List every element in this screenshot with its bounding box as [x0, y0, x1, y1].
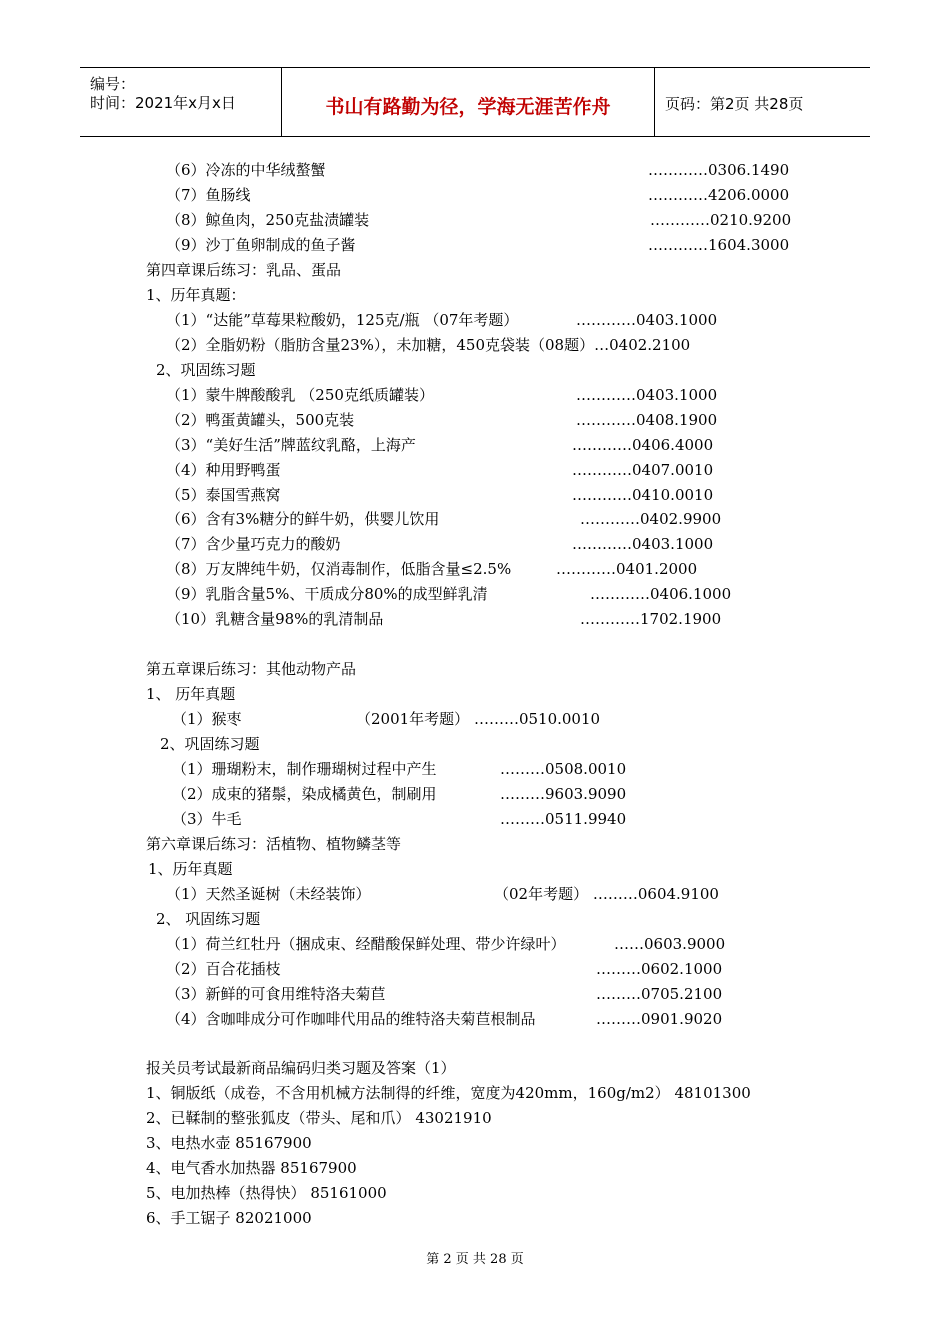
item-code: ………9603.9090 [500, 785, 627, 803]
item-code: （02年考题） ………0604.9100 [494, 885, 719, 903]
subsection-heading: 1、历年真题： [146, 286, 246, 304]
motto: 书山有路勤为径，学海无涯苦作舟 [325, 96, 611, 118]
item-code: ………0508.0010 [500, 760, 627, 778]
subsection-heading: 1、 历年真题 [146, 685, 236, 703]
item-text: （1）天然圣诞树（未经装饰） [166, 885, 371, 903]
item-code: …………0403.1000 [576, 311, 718, 329]
list-item: 2、已鞣制的整张狐皮（带头、尾和爪） 43021910 [146, 1109, 492, 1127]
item-text: （4）含咖啡成分可作咖啡代用品的维特洛夫菊苣根制品 [166, 1010, 536, 1028]
item-code: ………0901.9020 [596, 1010, 723, 1028]
item-code: （2001年考题） ………0510.0010 [356, 710, 601, 728]
item-text: （6）含有3%糖分的鲜牛奶，供婴儿饮用 [166, 510, 440, 528]
item-code: …………0306.1490 [648, 161, 790, 179]
item-text: （8）万友牌纯牛奶，仅消毒制作，低脂含量≤2.5% [166, 560, 512, 578]
item-text: （2）百合花插枝 [166, 960, 281, 978]
item-text: （2）全脂奶粉（脂肪含量23%），未加糖，450克袋装（08题）…0402.2100 [166, 336, 691, 354]
item-text: （4）种用野鸭蛋 [166, 461, 281, 479]
item-code: …………0406.4000 [572, 436, 714, 454]
section-heading: 第五章课后练习：其他动物产品 [146, 660, 357, 678]
item-text: （1）蒙牛牌酸酸乳 （250克纸质罐装） [166, 386, 434, 404]
page-footer: 第 2 页 共 28 页 [426, 1252, 524, 1267]
item-text: （1）“达能”草莓果粒酸奶，125克/瓶 （07年考题） [166, 311, 519, 329]
item-code: …………1604.3000 [648, 236, 790, 254]
list-item: 4、电气香水加热器 85167900 [146, 1159, 357, 1177]
section-heading: 报关员考试最新商品编码归类习题及答案（1） [146, 1059, 456, 1077]
subsection-heading: 1、历年真题 [148, 860, 233, 878]
item-code: ……0603.9000 [614, 935, 726, 953]
item-text: （1）珊瑚粉末，制作珊瑚树过程中产生 [172, 760, 437, 778]
item-text: （10）乳糖含量98%的乳清制品 [166, 610, 384, 628]
item-text: （5）泰国雪燕窝 [166, 486, 281, 504]
header-page-cell [655, 68, 870, 136]
list-item: 5、电加热棒（热得快） 85161000 [146, 1184, 387, 1202]
item-text: （3）新鲜的可食用维特洛夫菊苣 [166, 985, 386, 1003]
header-motto-cell [282, 68, 655, 136]
subsection-heading: 2、巩固练习题 [156, 361, 256, 379]
item-code: ………0602.1000 [596, 960, 723, 978]
item-code: …………0402.9900 [580, 510, 722, 528]
list-item: 6、手工锯子 82021000 [146, 1209, 312, 1227]
subsection-heading: 2、 巩固练习题 [156, 910, 261, 928]
item-text: （3）牛毛 [172, 810, 242, 828]
item-code: …………0403.1000 [576, 386, 718, 404]
item-text: （9）沙丁鱼卵制成的鱼子酱 [166, 236, 356, 254]
item-code: ………0511.9940 [500, 810, 627, 828]
list-item: 3、电热水壶 85167900 [146, 1134, 312, 1152]
list-item: 1、铜版纸（成卷，不含用机械方法制得的纤维，宽度为420mm，160g/m2） 48101300 [146, 1084, 751, 1102]
item-code: …………1702.1900 [580, 610, 722, 628]
item-text: （7）鱼肠线 [166, 186, 251, 204]
item-code: …………0408.1900 [576, 411, 718, 429]
header-meta-cell [80, 68, 282, 136]
item-text: （1）猴枣 [172, 710, 242, 728]
number-label: 编号： [90, 75, 136, 93]
section-heading: 第六章课后练习：活植物、植物鳞茎等 [146, 835, 402, 853]
item-code: …………0403.1000 [572, 535, 714, 553]
item-text: （2）成束的猪鬃，染成橘黄色，制刷用 [172, 785, 437, 803]
item-code: …………0210.9200 [650, 211, 792, 229]
subsection-heading: 2、巩固练习题 [160, 735, 260, 753]
section-heading: 第四章课后练习：乳品、蛋品 [146, 261, 342, 279]
item-text: （1）荷兰红牡丹（捆成束、经醋酸保鲜处理、带少许绿叶） [166, 935, 566, 953]
item-text: （9）乳脂含量5%、干质成分80%的成型鲜乳清 [166, 585, 488, 603]
item-text: （6）冷冻的中华绒螯蟹 [166, 161, 326, 179]
item-code: …………0401.2000 [556, 560, 698, 578]
item-code: …………0407.0010 [572, 461, 714, 479]
item-text: （3）“美好生活”牌蓝纹乳酪，上海产 [166, 436, 416, 454]
item-text: （7）含少量巧克力的酸奶 [166, 535, 341, 553]
item-text: （8）鲸鱼肉，250克盐渍罐装 [166, 211, 370, 229]
time-label: 时间：2021年x月x日 [90, 94, 236, 112]
page-label: 页码：第2页 共28页 [665, 95, 804, 113]
page-header [80, 67, 870, 137]
item-code: …………0410.0010 [572, 486, 714, 504]
item-code: ………0705.2100 [596, 985, 723, 1003]
item-code: …………0406.1000 [590, 585, 732, 603]
item-code: …………4206.0000 [648, 186, 790, 204]
item-text: （2）鸭蛋黄罐头，500克装 [166, 411, 355, 429]
